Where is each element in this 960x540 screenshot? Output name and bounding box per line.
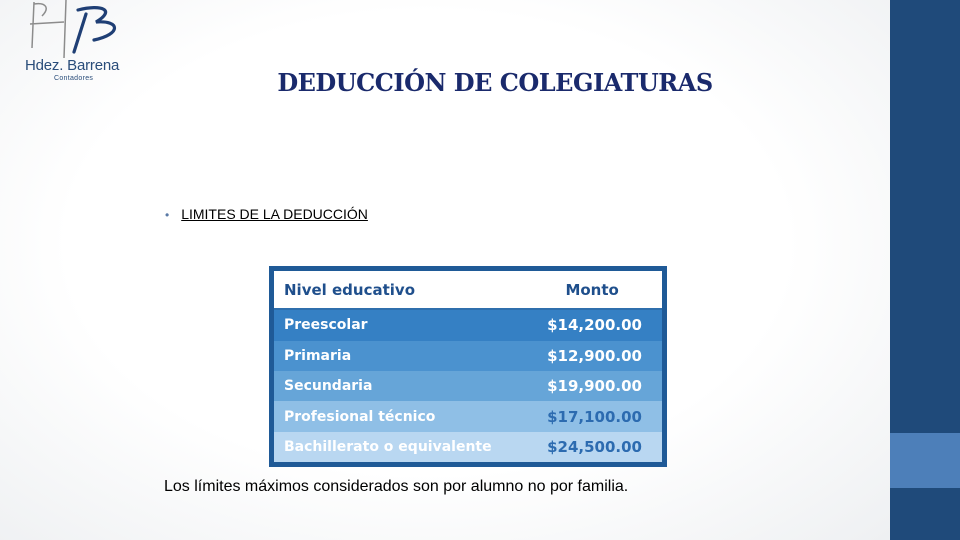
amount-cell: $12,900.00 xyxy=(522,341,662,371)
amount-cell: $17,100.00 xyxy=(522,401,662,431)
column-header-amount: Monto xyxy=(522,271,662,309)
table-row xyxy=(274,401,662,431)
footnote-text: Los límites máximos considerados son por alumno no por familia. xyxy=(164,478,629,495)
table-header-row xyxy=(274,271,662,309)
amount-cell: $24,500.00 xyxy=(522,432,662,462)
table-row xyxy=(274,341,662,371)
table-row xyxy=(274,432,662,462)
bullet-text: LIMITES DE LA DEDUCCIÓN xyxy=(181,206,368,222)
slide-title: DEDUCCIÓN DE COLEGIATURAS xyxy=(277,68,713,97)
amount-cell: $14,200.00 xyxy=(522,309,662,341)
level-cell: Bachillerato o equivalente xyxy=(274,432,522,462)
logo-subtitle: Contadores xyxy=(54,75,94,82)
logo-monogram-icon xyxy=(20,0,135,60)
right-accent-block xyxy=(890,433,960,488)
level-cell: Preescolar xyxy=(274,309,522,341)
bullet-dot-icon: • xyxy=(165,208,170,222)
table-row xyxy=(274,371,662,401)
level-cell: Secundaria xyxy=(274,371,522,401)
deduction-table xyxy=(274,271,662,462)
logo-name: Hdez. Barrena xyxy=(25,57,120,74)
deduction-limits-table xyxy=(269,266,667,467)
table-row xyxy=(274,309,662,341)
column-header-level: Nivel educativo xyxy=(274,271,522,309)
level-cell: Profesional técnico xyxy=(274,401,522,431)
level-cell: Primaria xyxy=(274,341,522,371)
amount-cell: $19,900.00 xyxy=(522,371,662,401)
bullet-item xyxy=(165,206,368,222)
